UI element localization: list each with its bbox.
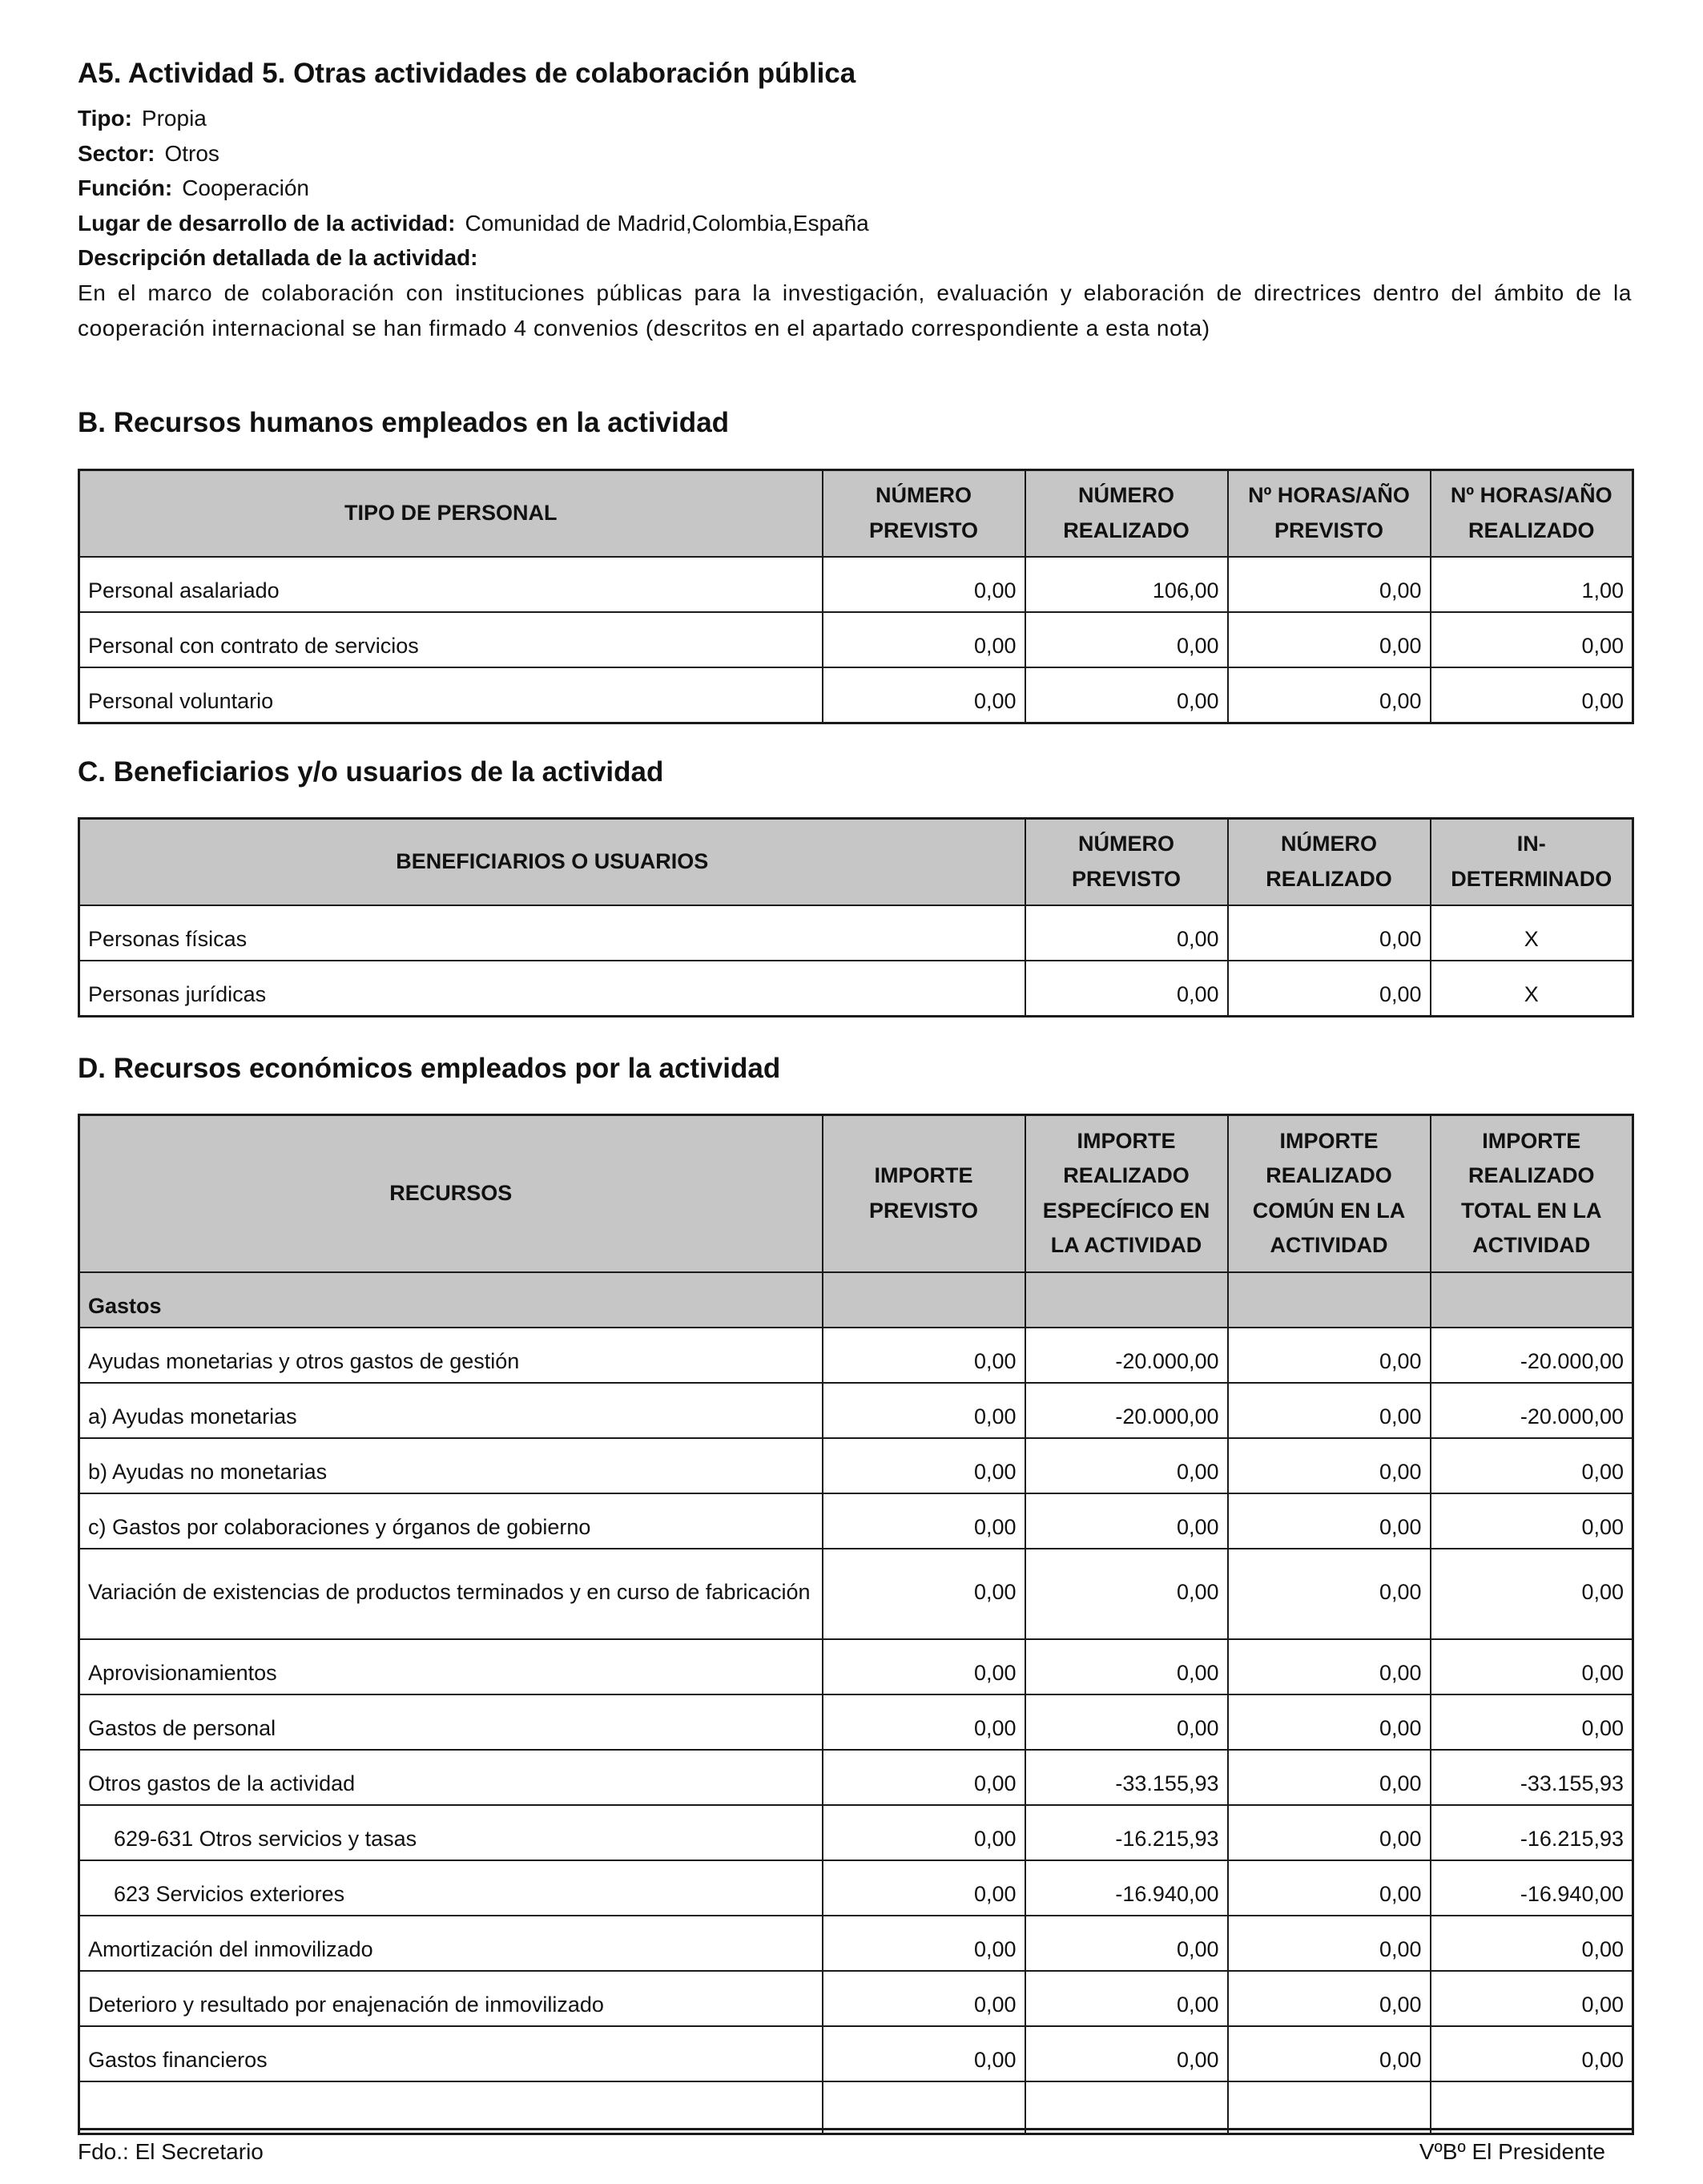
cell-value: -33.155,93	[1431, 1750, 1633, 1805]
row-label: Personas físicas	[79, 905, 1025, 961]
header-cell: IMPORTE REALIZADO COMÚN EN LA ACTIVIDAD	[1228, 1115, 1431, 1272]
tipo-line	[78, 101, 1632, 136]
cell-value: 0,00	[823, 1549, 1025, 1639]
row-label: Ayudas monetarias y otros gastos de gestión	[79, 1328, 823, 1383]
cell-value: 0,00	[823, 1328, 1025, 1383]
cell-value: 0,00	[1025, 905, 1228, 961]
cell-value: 0,00	[1228, 961, 1431, 1017]
activity-title: A5. Actividad 5. Otras actividades de colaboración pública	[78, 58, 856, 89]
cell-value: 0,00	[1228, 1971, 1431, 2026]
recursos-humanos-table	[78, 469, 1634, 724]
cell-value: 0,00	[1025, 961, 1228, 1017]
cell-value: 0,00	[1025, 1493, 1228, 1549]
table-row	[79, 1639, 1633, 1694]
cell-value: 0,00	[1228, 1750, 1431, 1805]
funcion-line	[78, 171, 1632, 206]
cell-value: -16.940,00	[1431, 1860, 1633, 1916]
table-row	[79, 2026, 1633, 2081]
cell-value: 0,00	[1228, 1549, 1431, 1639]
signature-divider	[78, 2128, 1632, 2130]
header-cell: NÚMERO REALIZADO	[1025, 470, 1228, 557]
group-label: Gastos	[79, 1272, 823, 1328]
row-label: Personal voluntario	[79, 667, 823, 723]
header-cell: NÚMERO REALIZADO	[1228, 819, 1431, 905]
header-cell: NÚMERO PREVISTO	[1025, 819, 1228, 905]
group-row-gastos	[79, 1272, 1633, 1328]
lugar-line	[78, 206, 1632, 241]
header-cell: NÚMERO PREVISTO	[823, 470, 1025, 557]
cell-value: -20.000,00	[1431, 1383, 1633, 1438]
cell-value: 0,00	[1228, 1916, 1431, 1971]
cell-value: 0,00	[823, 1750, 1025, 1805]
row-label: Deterioro y resultado por enajenación de inmovilizado	[79, 1971, 823, 2026]
sector-value: Otros	[164, 140, 219, 166]
table-row	[79, 1916, 1633, 1971]
cell-value: X	[1431, 905, 1633, 961]
cell-value: 0,00	[1431, 1493, 1633, 1549]
row-label: c) Gastos por colaboraciones y órganos de gobierno	[79, 1493, 823, 1549]
recursos-economicos-table	[78, 1114, 1634, 2135]
row-label: b) Ayudas no monetarias	[79, 1438, 823, 1493]
header-cell: Nº HORAS/AÑO REALIZADO	[1431, 470, 1633, 557]
lugar-value: Comunidad de Madrid,Colombia,España	[465, 210, 869, 236]
cell-value: X	[1431, 961, 1633, 1017]
row-label: 623 Servicios exteriores	[79, 1860, 823, 1916]
cell-value: -20.000,00	[1025, 1328, 1228, 1383]
cell-value: 0,00	[1025, 1639, 1228, 1694]
cell-value: 0,00	[1025, 1916, 1228, 1971]
section-c-title: C. Beneficiarios y/o usuarios de la actividad	[78, 756, 664, 788]
cell-value: 0,00	[1025, 1694, 1228, 1750]
cell-value: 0,00	[823, 1971, 1025, 2026]
cell-value: 0,00	[1431, 1916, 1633, 1971]
section-b-title: B. Recursos humanos empleados en la actividad	[78, 407, 730, 438]
table-row-empty	[79, 2081, 1633, 2134]
cell-value: 0,00	[1431, 667, 1633, 723]
table-row	[79, 1971, 1633, 2026]
cell-value: 106,00	[1025, 557, 1228, 612]
document-page	[78, 56, 1632, 2164]
cell-value: 0,00	[1228, 1438, 1431, 1493]
cell-value: 0,00	[1431, 612, 1633, 667]
table-row	[79, 612, 1633, 667]
cell-value: 0,00	[823, 1639, 1025, 1694]
row-label: Personal asalariado	[79, 557, 823, 612]
row-label: Variación de existencias de productos terminados y en curso de fabricación	[79, 1549, 823, 1639]
table-row	[79, 905, 1633, 961]
tipo-label: Tipo:	[78, 106, 132, 131]
cell-value: 0,00	[823, 667, 1025, 723]
table-row	[79, 557, 1633, 612]
row-label: Personal con contrato de servicios	[79, 612, 823, 667]
sector-line	[78, 136, 1632, 171]
cell-value: 0,00	[1228, 2026, 1431, 2081]
cell-value: 0,00	[823, 557, 1025, 612]
row-label: Gastos financieros	[79, 2026, 823, 2081]
cell-value: 0,00	[1228, 1493, 1431, 1549]
cell-value: -16.215,93	[1025, 1805, 1228, 1860]
cell-value: -20.000,00	[1025, 1383, 1228, 1438]
signature-secretario: Fdo.: El Secretario	[78, 2139, 264, 2164]
table-row	[79, 1805, 1633, 1860]
cell-value: 0,00	[823, 1493, 1025, 1549]
table-row	[79, 1493, 1633, 1549]
cell-value: -16.940,00	[1025, 1860, 1228, 1916]
section-d-title: D. Recursos económicos empleados por la actividad	[78, 1053, 781, 1084]
row-label: Otros gastos de la actividad	[79, 1750, 823, 1805]
table-header-row	[79, 819, 1633, 905]
cell-value: 0,00	[823, 1805, 1025, 1860]
signature-presidente: VºBº El Presidente	[1419, 2139, 1605, 2164]
table-row	[79, 1694, 1633, 1750]
activity-meta	[78, 101, 1632, 276]
cell-value: 0,00	[1431, 1438, 1633, 1493]
cell-value: 0,00	[1228, 1639, 1431, 1694]
cell-value: 0,00	[1431, 1971, 1633, 2026]
header-cell: TIPO DE PERSONAL	[79, 470, 823, 557]
cell-value: 0,00	[823, 1916, 1025, 1971]
table-row	[79, 961, 1633, 1017]
cell-value: 0,00	[1025, 2026, 1228, 2081]
cell-value: 0,00	[1228, 612, 1431, 667]
funcion-label: Función:	[78, 175, 173, 200]
cell-value: 0,00	[1228, 1383, 1431, 1438]
row-label: 629-631 Otros servicios y tasas	[79, 1805, 823, 1860]
cell-value: 0,00	[823, 612, 1025, 667]
cell-value: 0,00	[823, 1860, 1025, 1916]
table-row	[79, 1438, 1633, 1493]
header-cell: IMPORTE PREVISTO	[823, 1115, 1025, 1272]
cell-value: 0,00	[1025, 667, 1228, 723]
funcion-value: Cooperación	[182, 175, 309, 200]
table-row	[79, 1860, 1633, 1916]
descripcion-text: En el marco de colaboración con instituciones públicas para la investigación, evaluación y elaboración de directrices dentro del ámbito de la cooperación internacional se han firmado 4 convenios (descritos en el apartado correspondiente a esta nota)	[78, 280, 1632, 340]
cell-value: 0,00	[1431, 1694, 1633, 1750]
table-row	[79, 1328, 1633, 1383]
beneficiarios-table	[78, 817, 1634, 1017]
descripcion-label: Descripción detallada de la actividad:	[78, 245, 478, 270]
cell-value: 0,00	[1431, 1639, 1633, 1694]
tipo-value: Propia	[141, 106, 207, 131]
table-row	[79, 1750, 1633, 1805]
sector-label: Sector:	[78, 140, 155, 166]
row-label: Amortización del inmovilizado	[79, 1916, 823, 1971]
header-cell: RECURSOS	[79, 1115, 823, 1272]
cell-value: 0,00	[1025, 1438, 1228, 1493]
descripcion-line	[78, 240, 1632, 276]
cell-value: 0,00	[1228, 905, 1431, 961]
header-cell: BENEFICIARIOS O USUARIOS	[79, 819, 1025, 905]
table-row	[79, 1549, 1633, 1639]
lugar-label: Lugar de desarrollo de la actividad:	[78, 210, 456, 236]
cell-value: 0,00	[823, 1694, 1025, 1750]
cell-value: 1,00	[1431, 557, 1633, 612]
row-label: Gastos de personal	[79, 1694, 823, 1750]
cell-value: 0,00	[1228, 1694, 1431, 1750]
cell-value: 0,00	[823, 2026, 1025, 2081]
header-cell: Nº HORAS/AÑO PREVISTO	[1228, 470, 1431, 557]
header-cell: IMPORTE REALIZADO ESPECÍFICO EN LA ACTIVIDAD	[1025, 1115, 1228, 1272]
cell-value: -20.000,00	[1431, 1328, 1633, 1383]
row-label: a) Ayudas monetarias	[79, 1383, 823, 1438]
row-label: Aprovisionamientos	[79, 1639, 823, 1694]
table-header-row	[79, 470, 1633, 557]
cell-value: 0,00	[1431, 2026, 1633, 2081]
table-row	[79, 667, 1633, 723]
cell-value: -16.215,93	[1431, 1805, 1633, 1860]
cell-value: 0,00	[1025, 1971, 1228, 2026]
cell-value: 0,00	[823, 1438, 1025, 1493]
cell-value: 0,00	[823, 1383, 1025, 1438]
cell-value: 0,00	[1228, 1805, 1431, 1860]
row-label: Personas jurídicas	[79, 961, 1025, 1017]
header-cell: IN-DETERMINADO	[1431, 819, 1633, 905]
cell-value: 0,00	[1431, 1549, 1633, 1639]
cell-value: 0,00	[1228, 667, 1431, 723]
cell-value: 0,00	[1228, 1860, 1431, 1916]
table-row	[79, 1383, 1633, 1438]
cell-value: 0,00	[1025, 1549, 1228, 1639]
cell-value: 0,00	[1228, 1328, 1431, 1383]
table-header-row	[79, 1115, 1633, 1272]
header-cell: IMPORTE REALIZADO TOTAL EN LA ACTIVIDAD	[1431, 1115, 1633, 1272]
cell-value: 0,00	[1025, 612, 1228, 667]
cell-value: 0,00	[1228, 557, 1431, 612]
cell-value: -33.155,93	[1025, 1750, 1228, 1805]
